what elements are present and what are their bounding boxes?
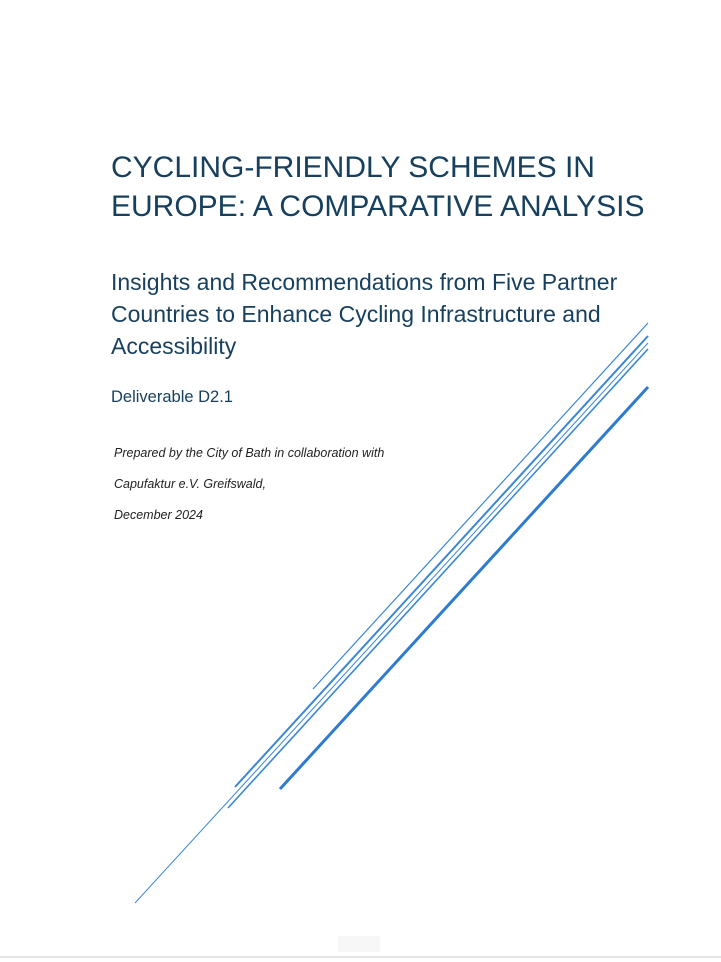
prepared-by-line-2: Capufaktur e.V. Greifswald, [114,477,266,491]
publication-date: December 2024 [114,508,203,522]
page-footer-mark [338,936,380,952]
prepared-by-line-1: Prepared by the City of Bath in collaboration with [114,446,385,460]
document-subtitle: Insights and Recommendations from Five Partner Countries to Enhance Cycling Infrastructure and Accessibility [111,269,618,359]
diagonal-line-thin-long [135,343,648,903]
page-bottom-divider [0,956,721,958]
document-title: CYCLING-FRIENDLY SCHEMES IN EUROPE: A COMPARATIVE ANALYSIS [111,151,645,223]
diagonal-line-1 [313,323,648,689]
diagonal-line-2 [235,336,648,787]
deliverable-label: Deliverable D2.1 [111,388,233,406]
diagonal-line-thick [280,387,648,789]
diagonal-line-3 [228,349,648,808]
